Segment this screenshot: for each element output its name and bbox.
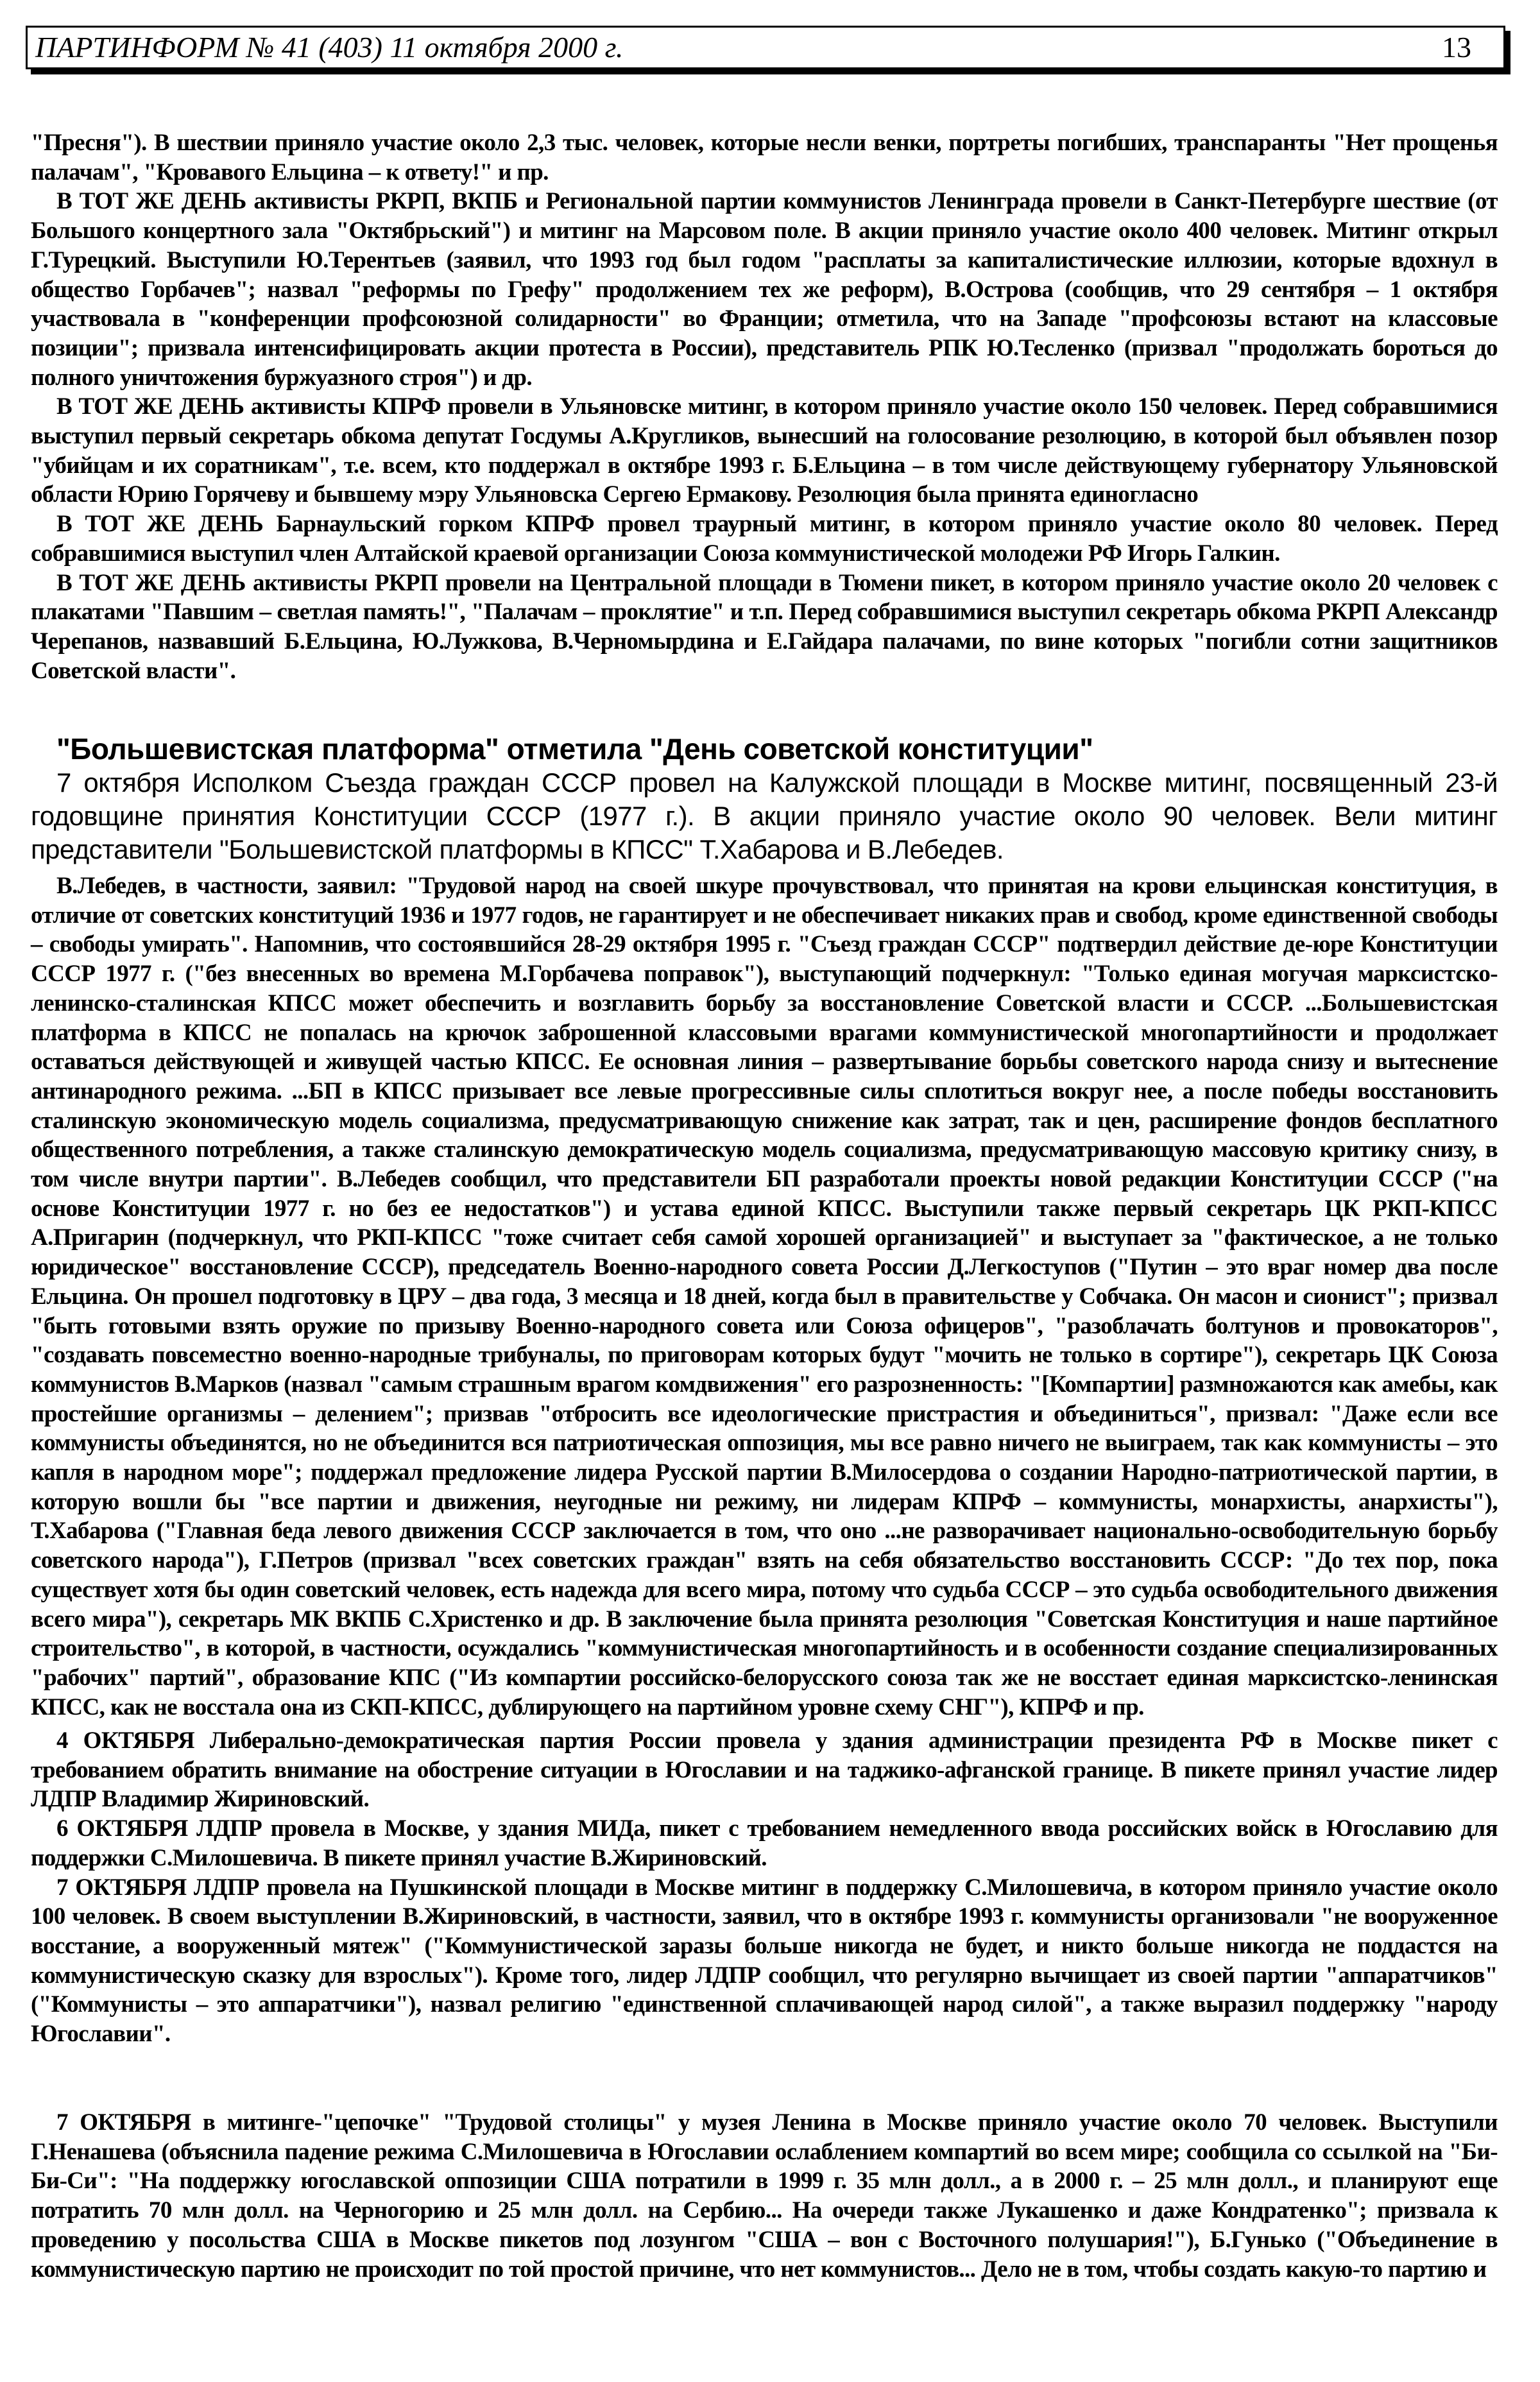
paragraph: В ТОТ ЖЕ ДЕНЬ Барнаульский горком КПРФ провел траурный митинг, в котором приняло участие около 80 человек. Перед собравшимися выступил член Алтайской краевой организации Союза коммунистической молодежи РФ Игорь Галкин. xyxy=(31,511,1498,567)
paragraph: 4 ОКТЯБРЯ Либерально-демократическая партия России провела у здания администрации президента РФ в Москве пикет с требованием обратить внимание на обострение ситуации в Югославии и на таджико-афганской границе. В пикете принял участие лидер ЛДПР Владимир Жириновский. xyxy=(31,1727,1498,1813)
news-section-3 xyxy=(31,2108,1498,2284)
paragraph: 7 ОКТЯБРЯ ЛДПР провела на Пушкинской площади в Москве митинг в поддержку С.Милошевича, в котором приняло участие около 100 человек. В своем выступлении В.Жириновский, в частности, заявил, что в октябре 1993 г. коммунисты организовали "не вооруженное восстание, а вооруженный мятеж" ("Коммунистической заразы больше никогда не будет, и никто больше никогда не поддастся на коммунистическую сказку для взрослых"). Кроме того, лидер ЛДПР сообщил, что регулярно вычищает из своей партии "аппаратчиков" ("Коммунисты – это аппаратчики"), назвал религию "единственной сплачивающей народ силой", а также выразил поддержку "народу Югославии". xyxy=(31,1874,1498,2048)
page-header xyxy=(26,26,1505,69)
news-section-1 xyxy=(31,128,1498,685)
article-lead: 7 октября Исполком Съезда граждан СССР провел на Калужской площади в Москве митинг, посвященный 23-й годовщине принятия Конституции СССР (1977 г.). В акции приняло участие около 90 человек. Вели митинг представители "Большевистской платформы в КПСС" Т.Хабарова и В.Лебедев. xyxy=(31,767,1498,864)
paragraph: 6 ОКТЯБРЯ ЛДПР провела в Москве, у здания МИДа, пикет с требованием немедленного ввода российских войск в Югославию для поддержки С.Милошевича. В пикете принял участие В.Жириновский. xyxy=(31,1815,1498,1871)
paragraph: "Пресня"). В шествии приняло участие около 2,3 тыс. человек, которые несли венки, портреты погибших, транспаранты "Нет прощенья палачам", "Кровавого Ельцина – к ответу!" и пр. xyxy=(31,130,1498,185)
page-number: 13 xyxy=(1442,31,1471,64)
paragraph: В ТОТ ЖЕ ДЕНЬ активисты РКРП, ВКПБ и Региональной партии коммунистов Ленинграда провели в Санкт-Петербурге шествие (от Большого концертного зала "Октябрьский") и митинг на Марсовом поле. В акции приняло участие около 400 человек. Митинг открыл Г.Турецкий. Выступили Ю.Терентьев (заявил, что 1993 год был годом "расплаты за капиталистические иллюзии, которые вдохнул в общество Горбачев"; назвал "реформы по Грефу" продолжением тех же реформ), В.Острова (сообщив, что 29 сентября – 1 октября участвовала в "конференции профсоюзной солидарности" во Франции; отметила, что на Западе "профсоюзы встают на классовые позиции"; призвала интенсифицировать акции протеста в России), представитель РПК Ю.Тесленко (призвал "продолжать бороться до полного уничтожения буржуазного строя") и др. xyxy=(31,188,1498,391)
paragraph: В ТОТ ЖЕ ДЕНЬ активисты КПРФ провели в Ульяновске митинг, в котором приняло участие около 150 человек. Перед собравшимися выступил первый секретарь обкома депутат Госдумы А.Кругликов, вынесший на голосование резолюцию, в которой был объявлен позор "убийцам и их соратникам", т.е. всем, кто поддержал в октябре 1993 г. Б.Ельцина – в том числе действующему губернатору Ульяновской области Юрию Горячеву и бывшему мэру Ульяновска Сергею Ермакову. Резолюция была принята единогласно xyxy=(31,393,1498,508)
news-section-2 xyxy=(31,1726,1498,2049)
paragraph: В ТОТ ЖЕ ДЕНЬ активисты РКРП провели на Центральной площади в Тюмени пикет, в котором приняло участие около 20 человек с плакатами "Павшим – светлая память!", "Палачам – проклятие" и т.п. Перед собравшимися выступил секретарь обкома РКРП Александр Черепанов, назвавший Б.Ельцина, Ю.Лужкова, В.Черномырдина и Е.Гайдара палачами, по вине которых "погибли сотни защитников Советской власти". xyxy=(31,569,1498,684)
article xyxy=(31,732,1498,1722)
article-body: В.Лебедев, в частности, заявил: "Трудовой народ на своей шкуре прочувствовал, что принятая на крови ельцинская конституция, в отличие от советских конституций 1936 и 1977 годов, не гарантирует и не обеспечивает никаких прав и свобод, кроме единственной свободы – свободы умирать". Напомнив, что состоявшийся 28-29 октября 1995 г. "Съезд граждан СССР" подтвердил действие де-юре Конституции СССР 1977 г. ("без внесенных во времена М.Горбачева поправок"), выступающий подчеркнул: "Только единая могучая марксистско-ленинско-сталинская КПСС может обеспечить и возглавить борьбу за восстановление Советской власти и СССР. ...Большевистская платформа в КПСС не попалась на крючок заброшенной классовыми врагами коммунистической многопартийности и продолжает оставаться действующей и живущей частью КПСС. Ее основная линия – развертывание борьбы советского народа снизу и вытеснение антинародного режима. ...БП в КПСС призывает все левые прогрессивные силы сплотиться вокруг нее, а после победы восстановить сталинскую экономическую модель социализма, предусматривающую снижение как затрат, так и цен, расширение фондов бесплатного общественного потребления, а также сталинскую демократическую модель социализма, предусматривающую массовую критику снизу, в том числе внутри партии". В.Лебедев сообщил, что представители БП разработали проекты новой редакции Конституции СССР ("на основе Конституции 1977 г. но без ее недостатков") и устава единой КПСС. Выступили также первый секретарь ЦК РКП-КПСС А.Пригарин (подчеркнул, что РКП-КПСС "тоже считает себя самой хорошей организацией" и выступает за "фактическое, а не только юридическое" восстановление СССР), председатель Военно-народного совета России Д.Легкоступов ("Путин – это враг номер два после Ельцина. Он прошел подготовку в ЦРУ – два года, 3 месяца и 18 дней, когда был в правительстве у Собчака. Он масон и сионист"; призвал "быть готовыми взять оружие по призыву Военно-народного совета или Союза офицеров", "разоблачать болтунов и провокаторов", "создавать повсеместно военно-народные трибуналы, по приговорам которых будут "мочить не только в сортире"), секретарь ЦК Союза коммунистов В.Марков (назвал "самым страшным врагом комдвижения" его разрозненность: "[Компартии] размножаются как амебы, как простейшие организмы – делением"; призвав "отбросить все идеологические пристрастия и объединиться", призвал: "Даже если все коммунисты объединятся, но не объединится вся патриотическая оппозиция, мы все равно ничего не выиграем, так как коммунисты – это капля в народном море"; поддержал предложение лидера Русской партии В.Милосердова о создании Народно-патриотической партии, в которую вошли бы "все партии и движения, неугодные ни режиму, ни лидерам КПРФ – коммунисты, монархисты, анархисты"), Т.Хабарова ("Главная беда левого движения СССР заключается в том, что оно ...не разворачивает национально-освободительную борьбу советского народа"), Г.Петров (призвал "всех советских граждан" взять на себя обязательство восстановить СССР: "До тех пор, пока существует хотя бы один советский человек, есть надежда для всего мира, потому что судьба СССР – это судьба освободительного движения всего мира"), секретарь МК ВКПБ С.Христенко и др. В заключение была принята резолюция "Советская Конституция и наше партийное строительство", в которой, в частности, осуждались "коммунистическая многопартийность и в особенности создание специализированных "рабочих" партий", образование КПС ("Из компартии российско-белорусского союза так же не восстает единая марксистско-ленинская КПСС, как не восстала она из СКП-КПСС, дублирующего на партийном уровне схему СНГ"), КПРФ и пр. xyxy=(31,873,1498,1720)
publication-title: ПАРТИНФОРМ № 41 (403) 11 октября 2000 г. xyxy=(35,31,624,64)
paragraph: 7 ОКТЯБРЯ в митинге-"цепочке" "Трудовой столицы" у музея Ленина в Москве приняло участие около 70 человек. Выступили Г.Ненашева (объяснила падение режима С.Милошевича в Югославии ослаблением компартий во всем мире; сообщила со ссылкой на "Би-Би-Си": "На поддержку югославской оппозиции США потратили в 1999 г. 35 млн долл., а в 2000 г. – 25 млн долл., и планируют еще потратить 70 млн долл. на Черногорию и 25 млн долл. на Сербию... На очереди также Лукашенко и даже Кондратенко"; призвала к проведению у посольства США в Москве пикетов под лозунгом "США – вон с Восточного полушария!"), Б.Гунько ("Объединение в коммунистическую партию не происходит по той простой причине, что нет коммунистов... Дело не в том, чтобы создать какую-то партию и xyxy=(31,2109,1498,2283)
article-heading: "Большевистская платформа" отметила "День советской конституции" xyxy=(56,732,1093,766)
